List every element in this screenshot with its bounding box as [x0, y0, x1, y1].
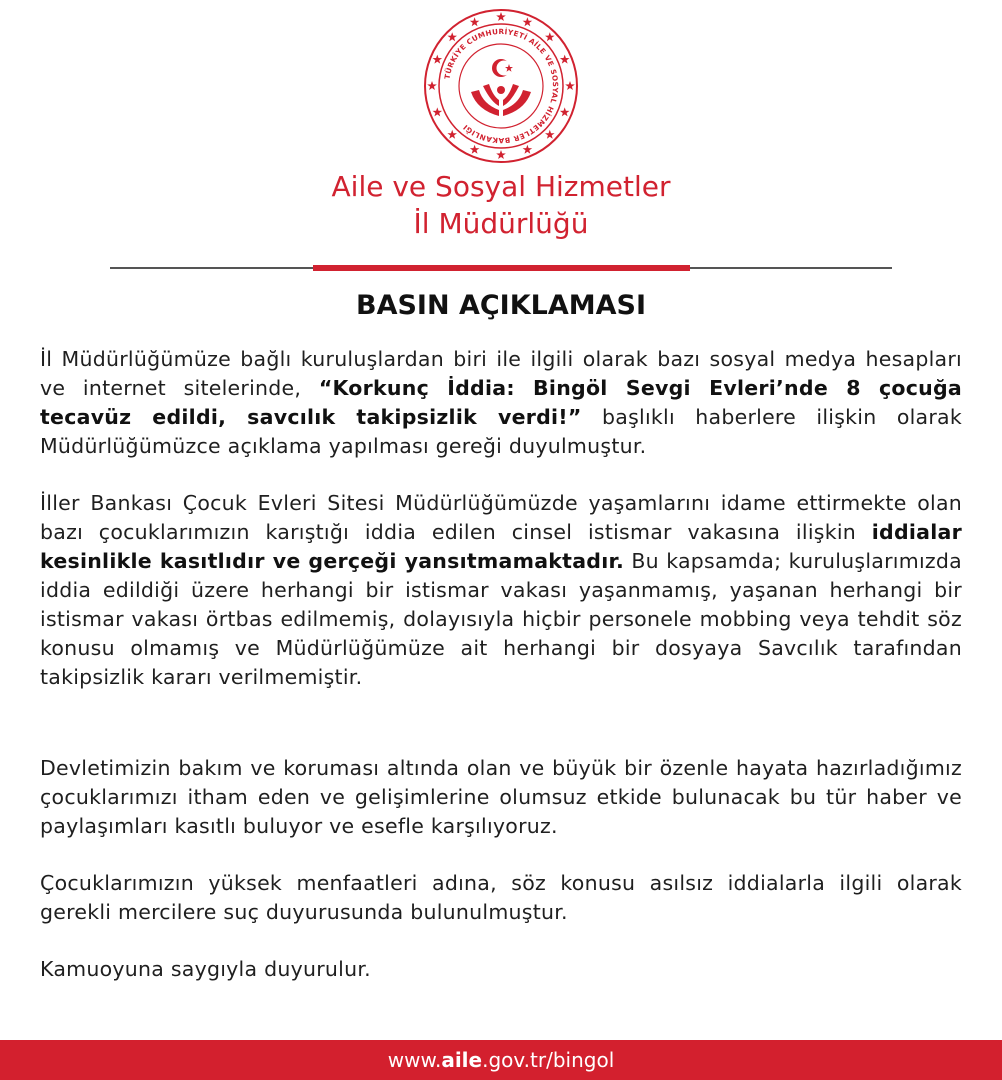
footer-url-domain: aile — [441, 1048, 483, 1072]
svg-text:TÜRKİYE CUMHURİYETİ AİLE VE SO: TÜRKİYE CUMHURİYETİ AİLE VE SOSYAL HİZMETLER BAKANLIĞI — [442, 26, 561, 146]
seal-star — [545, 130, 555, 139]
divider-right — [688, 267, 892, 269]
seal-star — [496, 150, 506, 159]
paragraph-1 — [40, 345, 962, 461]
paragraph-1-text-a: İl Müdürlüğümüze bağlı kuruluşlardan biri ile ilgili olarak bazı sosyal medya hesapları ve internet sitelerinde, — [40, 347, 962, 400]
seal-star — [565, 81, 575, 90]
document-title: BASIN AÇIKLAMASI — [356, 290, 646, 321]
paragraph-4: Çocuklarımızın yüksek menfaatleri adına, söz konusu asılsız iddialarla ilgili olarak gerekli mercilere suç duyurusunda bulunulmuştur. — [40, 871, 962, 924]
footer-url-suffix: .gov.tr/bingol — [482, 1048, 615, 1072]
seal-star — [433, 107, 443, 116]
seal-star — [470, 145, 480, 154]
organization-name-line1: Aile ve Sosyal Hizmetler — [331, 170, 671, 203]
seal-star — [427, 81, 437, 90]
seal-star — [545, 32, 555, 41]
divider-left — [110, 267, 315, 269]
paragraph-2 — [40, 489, 962, 692]
divider-accent — [313, 265, 690, 271]
seal-star — [560, 55, 570, 64]
seal-star — [470, 17, 480, 26]
organization-name-line2: İl Müdürlüğü — [413, 207, 589, 240]
paragraph-3: Devletimizin bakım ve koruması altında olan ve büyük bir özenle hayata hazırladığımız çocuklarımızı itham eden ve gelişimlerine olumsuz etkide bulunacak bu tür haber ve paylaşımları kasıtlı buluyor ve esefle karşılıyoruz. — [40, 756, 962, 838]
footer-url[interactable] — [388, 1048, 615, 1072]
paragraph-1-text-c: başlıklı haberlere ilişkin olarak Müdürlüğümüzce açıklama yapılması gereği duyulmuştur. — [40, 405, 962, 458]
seal-star — [523, 17, 533, 26]
seal-star — [447, 32, 457, 41]
ministry-seal-logo — [421, 6, 581, 166]
paragraph-2-text-a: İller Bankası Çocuk Evleri Sitesi Müdürlüğümüzde yaşamlarını idame ettirmekte olan bazı çocuklarımızın karıştığı iddia edilen cinsel istismar vakasına ilişkin — [40, 491, 962, 544]
paragraph-2-emphasis: iddialar kesinlikle kasıtlıdır ve gerçeği yansıtmamaktadır. — [40, 520, 962, 573]
seal-star — [447, 130, 457, 139]
footer-bar — [0, 1040, 1002, 1080]
paragraph-1-headline-quote: “Korkunç İddia: Bingöl Sevgi Evleri’nde 8 çocuğa tecavüz edildi, savcılık takipsizlik verdi!” — [40, 376, 962, 429]
paragraph-5: Kamuoyuna saygıyla duyurulur. — [40, 957, 371, 981]
seal-star — [433, 55, 443, 64]
seal-star — [523, 145, 533, 154]
seal-star — [560, 107, 570, 116]
footer-url-prefix: www. — [387, 1048, 442, 1072]
seal-star — [496, 12, 506, 21]
paragraph-2-text-c: Bu kapsamda; kuruluşlarımızda iddia edildiği üzere herhangi bir istismar vakası yaşanmamış, yaşanan herhangi bir istismar vakası örtbas edilmemiş, dolayısıyla hiçbir personele mobbing veya tehdit söz konusu olmamış ve Müdürlüğümüze ait herhangi bir dosyaya Savcılık tarafından takipsizlik kararı verilmemiştir. — [40, 549, 962, 689]
